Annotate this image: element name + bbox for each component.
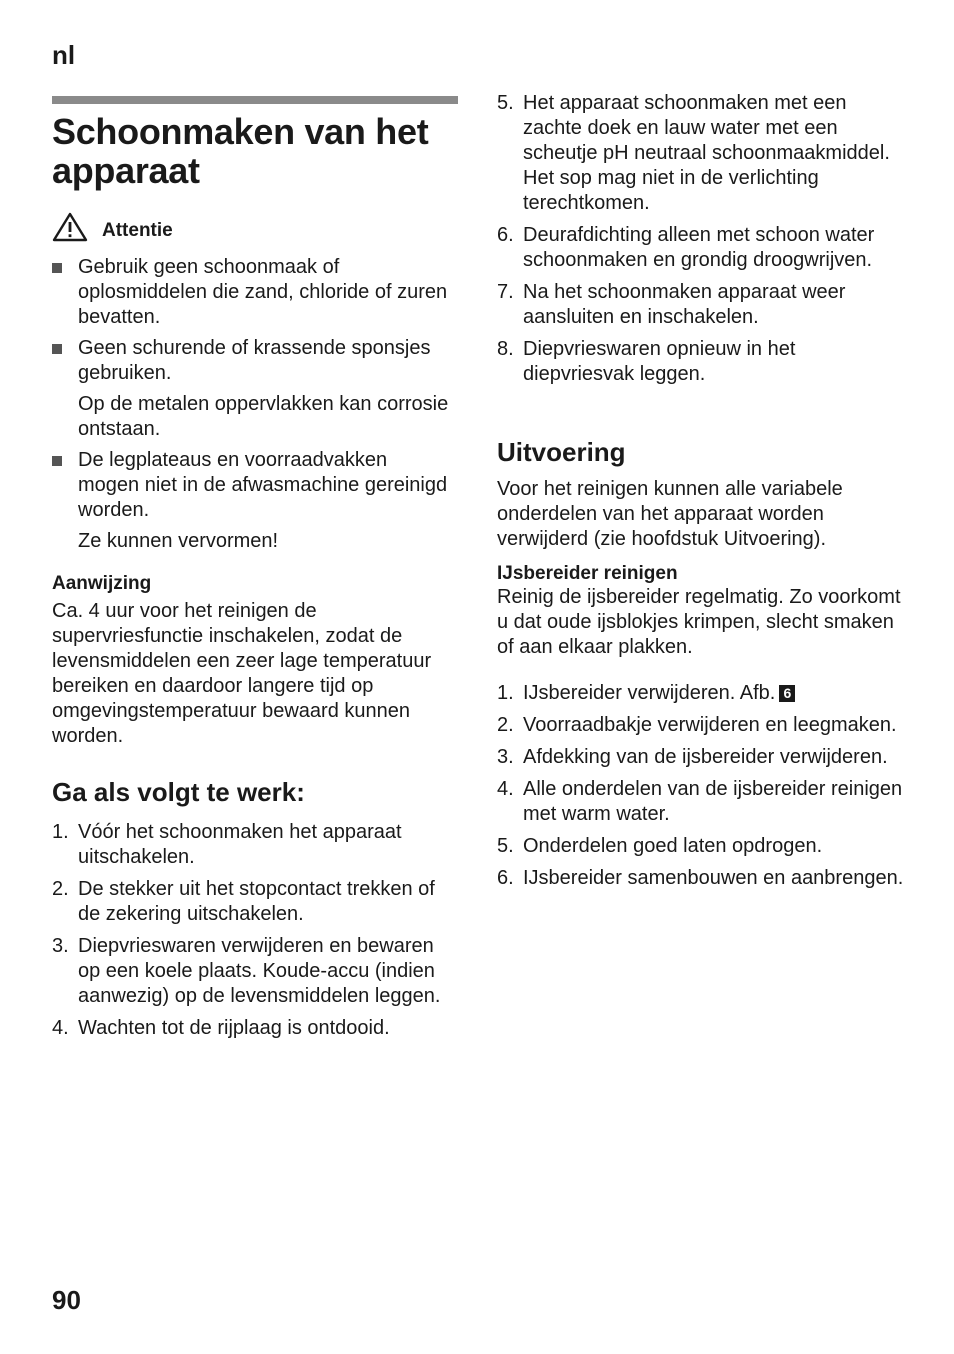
step-text: Deurafdichting alleen met schoon water schoonmaken en grondig droogwrijven. (523, 224, 875, 271)
attention-item-subtext: Op de metalen oppervlakken kan corrosie ontstaan. (78, 393, 449, 440)
step-number: 6. (497, 224, 514, 246)
procedure-step (52, 820, 456, 870)
attention-item-text: De legplateaus en voorraadvakken mogen niet in de afwasmachine gereinigd worden. (78, 449, 448, 521)
step-text: Alle onderdelen van de ijsbereider reinigen met warm water. (523, 778, 903, 825)
procedure-step (52, 877, 456, 927)
ice-step (497, 745, 905, 770)
step-text: Afdekking van de ijsbereider verwijderen. (523, 746, 888, 768)
attention-item-text: Geen schurende of krassende sponsjes gebruiken. (78, 337, 431, 384)
procedure-continued (497, 91, 905, 387)
procedure-list (52, 820, 456, 1041)
ice-step (497, 777, 905, 827)
ice-maker-heading: IJsbereider reinigen (497, 563, 678, 584)
bullet-square-icon (52, 263, 62, 273)
bullet-square-icon (52, 456, 62, 466)
ice-maker-text: Reinig de ijsbereider regelmatig. Zo voorkomt u dat oude ijsblokjes krimpen, slecht smaken of aan elkaar plakken. (497, 586, 901, 658)
step-number: 2. (52, 878, 69, 900)
step-number: 7. (497, 281, 514, 303)
step-number: 5. (497, 835, 514, 857)
attention-item-subtext: Ze kunnen vervormen! (78, 530, 279, 552)
uitvoering-text: Voor het reinigen kunnen alle variabele onderdelen van het apparaat worden verwijderd (zie hoofdstuk Uitvoering). (497, 478, 843, 550)
page-number: 90 (52, 1285, 81, 1315)
procedure-step (497, 223, 905, 273)
step-text: Diepvrieswaren opnieuw in het diepvriesvak leggen. (523, 338, 796, 385)
step-number: 4. (52, 1017, 69, 1039)
language-tag: nl (52, 40, 76, 70)
procedure-block (52, 777, 456, 1041)
step-text: Voorraadbakje verwijderen en leegmaken. (523, 714, 897, 736)
procedure-step (497, 91, 905, 216)
ice-step (497, 681, 905, 706)
warning-icon (52, 212, 88, 242)
attention-heading (52, 212, 173, 242)
procedure-step (497, 280, 905, 330)
note-heading: Aanwijzing (52, 573, 152, 594)
attention-item-text: Gebruik geen schoonmaak of oplosmiddelen die zand, chloride of zuren bevatten. (78, 256, 448, 328)
attention-list (52, 255, 452, 554)
ice-step (497, 866, 905, 891)
step-text: Wachten tot de rijplaag is ontdooid. (78, 1017, 390, 1039)
step-text: De stekker uit het stopcontact trekken of de zekering uitschakelen. (78, 878, 435, 925)
step-number: 2. (497, 714, 514, 736)
step-number: 5. (497, 92, 514, 114)
procedure-step (52, 934, 456, 1009)
attention-label: Attentie (102, 220, 173, 241)
step-text: Diepvrieswaren verwijderen en bewaren op een koele plaats. Koude-accu (indien aanwezig) op de levensmiddelen leggen. (78, 935, 441, 1007)
step-text: IJsbereider verwijderen. Afb. (523, 682, 776, 704)
step-text: Het apparaat schoonmaken met een zachte doek en lauw water met een scheutje pH neutraal schoonmaakmiddel. Het sop mag niet in de verlichting terechtkomen. (523, 92, 890, 214)
step-number: 6. (497, 867, 514, 889)
figure-reference-badge: 6 (779, 685, 795, 702)
ice-step (497, 713, 905, 738)
note-text: Ca. 4 uur voor het reinigen de supervriesfunctie inschakelen, zodat de levensmiddelen een zeer lage temperatuur bereiken en daardoor langere tijd op omgevingstemperatuur bewaard kunnen worden. (52, 600, 432, 747)
step-number: 3. (52, 935, 69, 957)
ice-maker-steps (497, 681, 905, 891)
step-text: Onderdelen goed laten opdrogen. (523, 835, 823, 857)
step-text: Na het schoonmaken apparaat weer aansluiten en inschakelen. (523, 281, 846, 328)
section-rule (52, 96, 458, 104)
step-number: 1. (52, 821, 69, 843)
ice-maker-block (497, 563, 905, 891)
procedure-step (497, 337, 905, 387)
step-number: 1. (497, 682, 514, 704)
step-text: Vóór het schoonmaken het apparaat uitschakelen. (78, 821, 402, 868)
procedure-list-continued (497, 91, 905, 387)
uitvoering-block (497, 437, 905, 552)
step-number: 4. (497, 778, 514, 800)
uitvoering-heading: Uitvoering (497, 437, 626, 467)
step-number: 8. (497, 338, 514, 360)
ice-step (497, 834, 905, 859)
bullet-square-icon (52, 344, 62, 354)
attention-item (52, 448, 452, 523)
step-text: IJsbereider samenbouwen en aanbrengen. (523, 867, 904, 889)
procedure-step (52, 1016, 456, 1041)
note-block (52, 573, 452, 749)
procedure-heading: Ga als volgt te werk: (52, 777, 305, 807)
attention-item (52, 336, 452, 386)
step-number: 3. (497, 746, 514, 768)
attention-item (52, 255, 452, 330)
page-title: Schoonmaken van het apparaat (52, 111, 429, 191)
